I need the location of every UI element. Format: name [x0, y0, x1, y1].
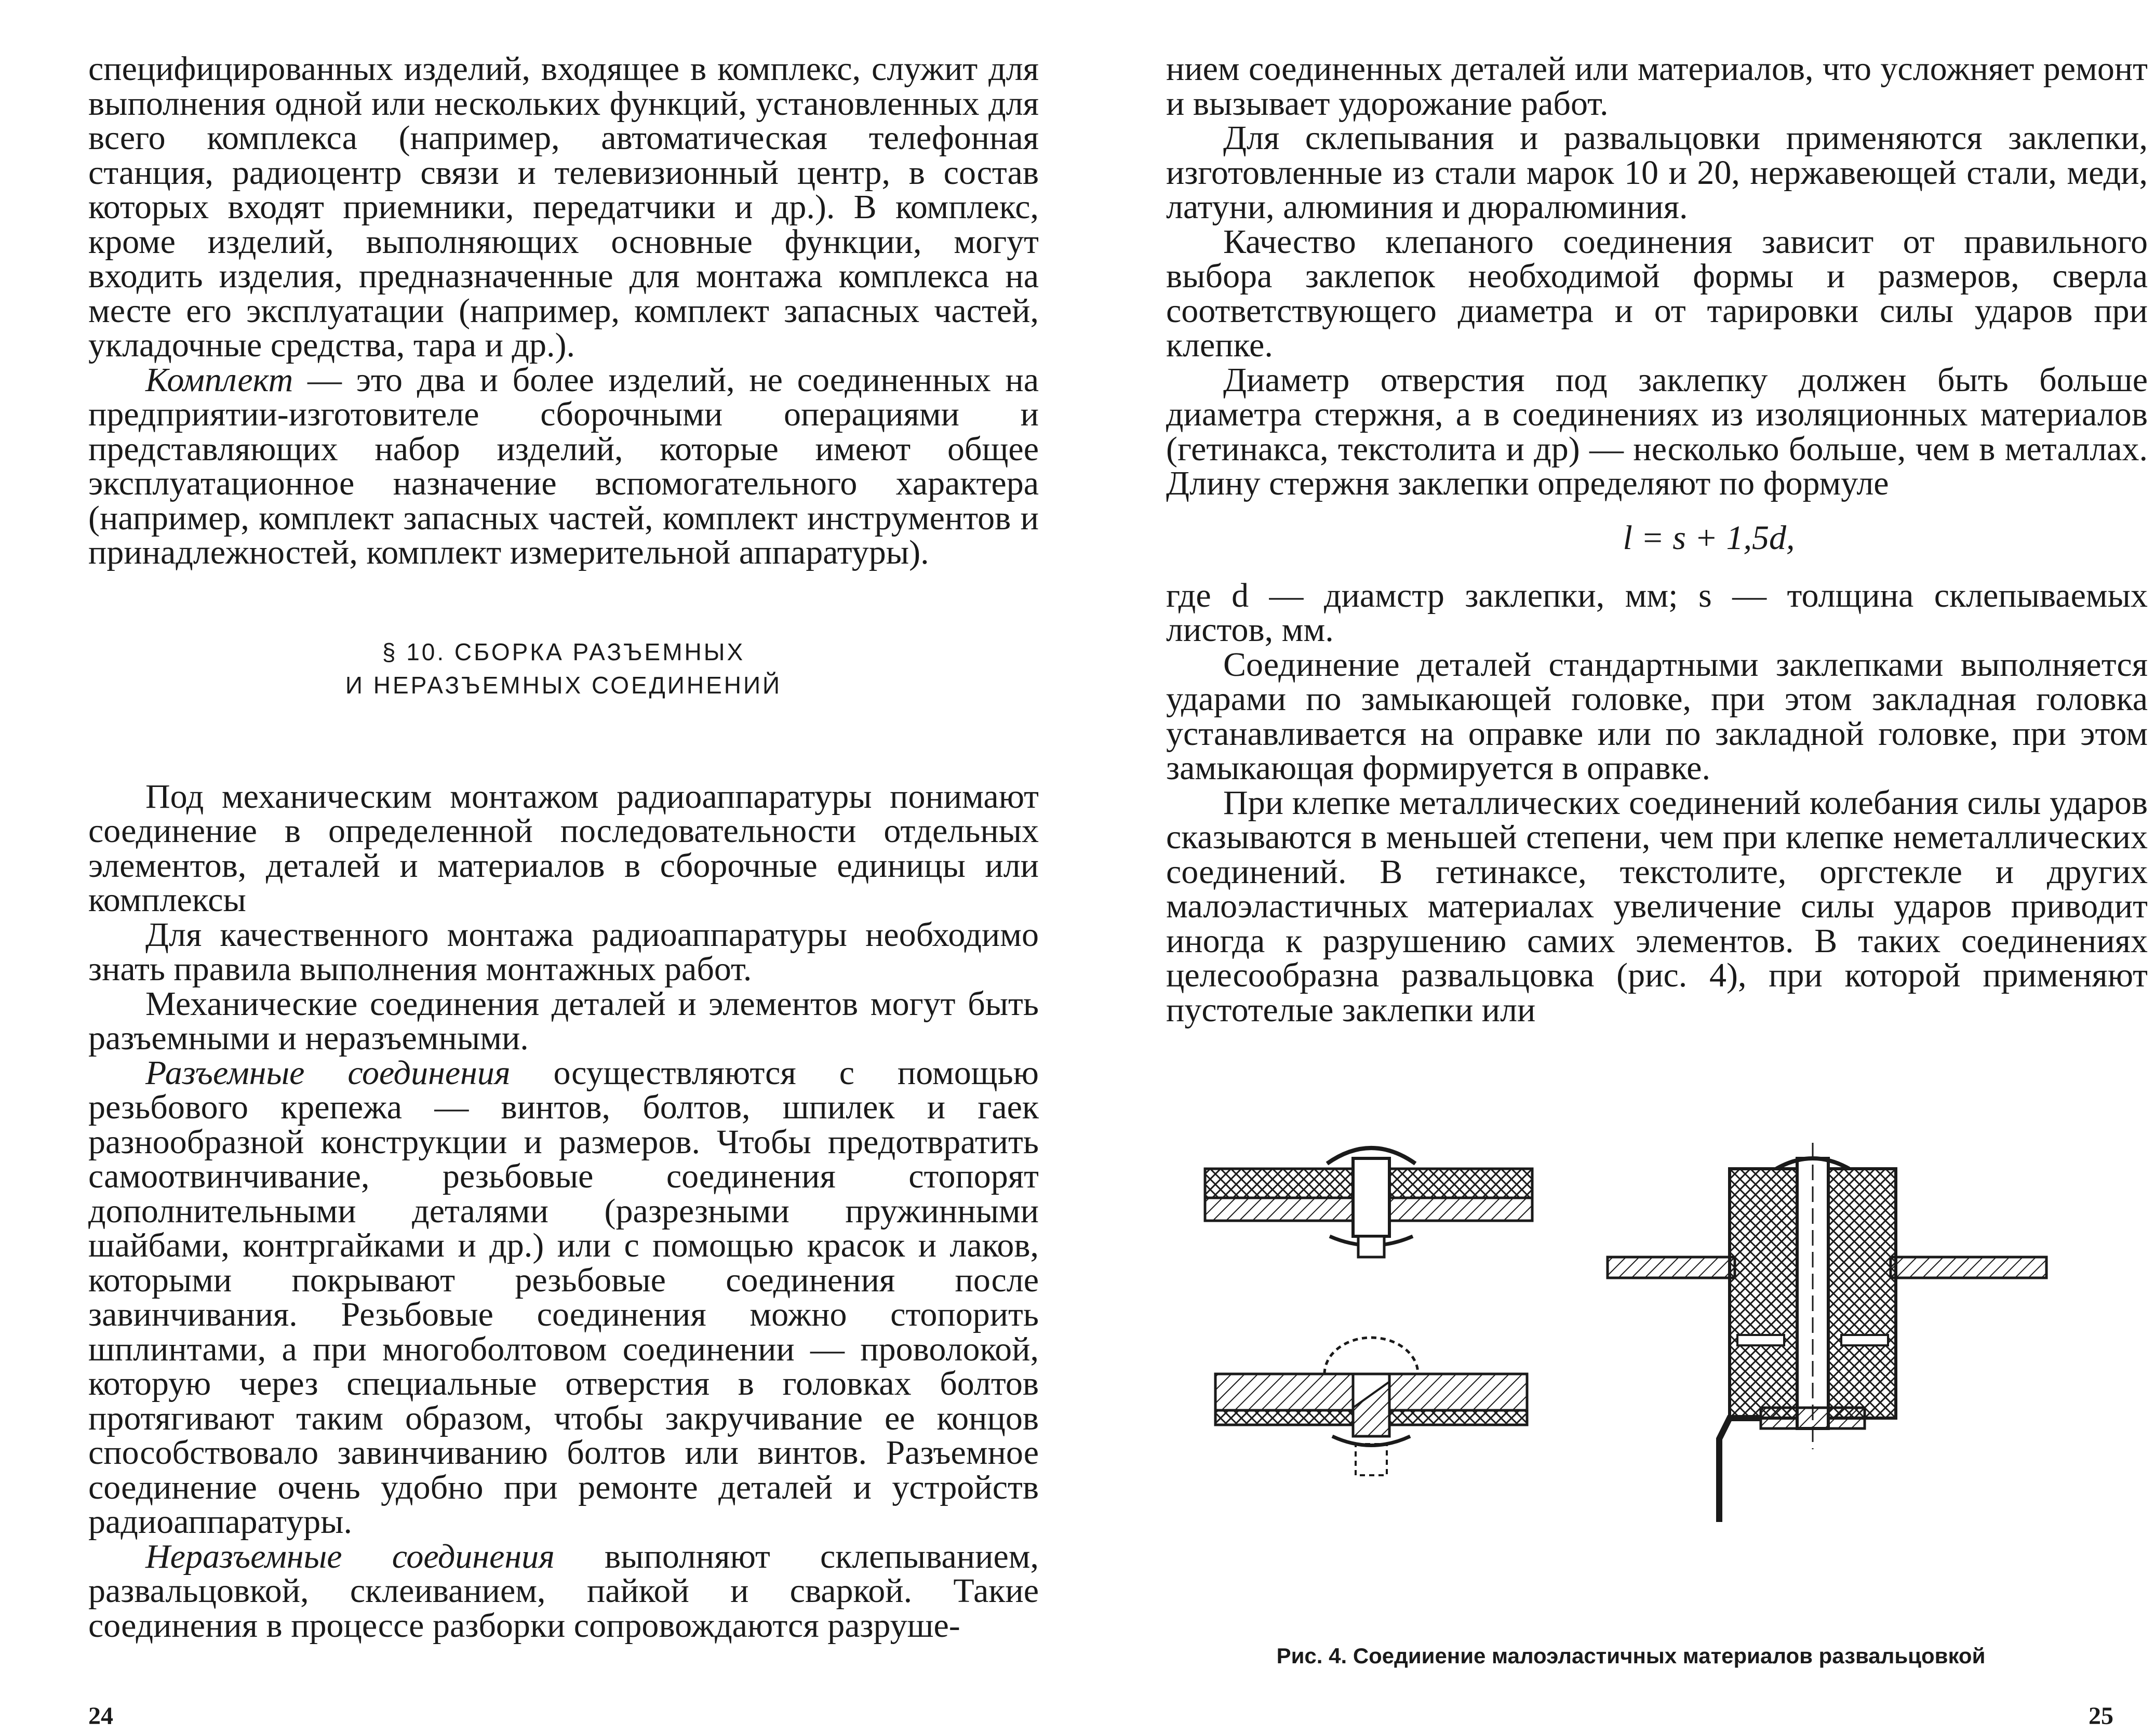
paragraph: Диаметр отверстия под заклепку должен быть больше диаметра стержня, а в соединениях из изоляционных материалов (гетинакса, текстолита и др) — несколько больше, чем в металлах. Длину стержня заклепки определяют по формуле: [1166, 360, 2148, 502]
term: Разъемные соединения: [145, 1053, 511, 1092]
heading-line: И НЕРАЗЪЕМНЫХ СОЕДИНЕНИЙ: [345, 671, 782, 699]
paragraph: где d — диамстр заклепки, мм; s — толщина склепываемых листов, мм.: [1166, 576, 2148, 649]
heading-line: § 10. СБОРКА РАЗЪЕМНЫХ: [382, 638, 745, 665]
paragraph: Для склепывания и развальцовки применяются заклепки, изготовленные из стали марок 10 и 20, нержавеющей стали, меди, латуни, алюминия и дюралюминия.: [1166, 119, 2148, 226]
term: Комплект: [145, 360, 293, 399]
paragraph-text: осуществляются с помощью резьбового крепежа — винтов, болтов, шпилек и гаек разнообразной конструкции и размеров. Чтобы предотвратить самоотвинчивание, резьбовые соединения стопорят дополнительными деталями (разрезными пружинными шайбами, контргайками и др.) или с помощью красок и лаков, которыми покрывают резьбовые соединения после завинчивания. Резьбовые соединения можно стопорить шплинтами, а при многоболтовом соединении — проволокой, которую через специальные отверстия в головках болтов протягивают таким образом, чтобы закручивание ее концов способствовало завинчиванию болтов или винтов. Разъемное соединение очень удобно при ремонте деталей и устройств радиоаппаратуры.: [88, 1053, 1039, 1541]
right-joint: [1608, 1143, 2046, 1522]
paragraph: Для качественного монтажа радиоаппаратуры необходимо знать правила выполнения монтажных работ.: [88, 915, 1039, 988]
term: Неразъемные соединения: [145, 1537, 555, 1575]
right-text-column: [1166, 52, 2148, 1027]
paragraph-text: — это два и более изделий, не соединенных на предприятии-изготовителе сборочными операциями и представляющих набор изделий, которые имеют общее эксплуатационное назначение вспомогательного характера (например, комплект запасных частей, комплект инструментов и принадлежностей, комплект измерительной аппаратуры).: [88, 360, 1039, 571]
left-text-column: [88, 52, 1039, 1643]
paragraph: Качество клепаного соединения зависит от правильного выбора заклепок необходимой формы и размеров, сверла соответствующего диаметра и от тарировки силы ударов при клепке.: [1166, 222, 2148, 364]
page-number: 25: [2089, 1702, 2113, 1730]
paragraph-text: выполняют склепыванием, развальцовкой, склеиванием, пайкой и сваркой. Такие соединения в процессе разборки сопровождаются разруше-: [88, 1537, 1039, 1645]
paragraph: [88, 360, 1039, 571]
paragraph: При клепке металлических соединений колебания силы ударов сказываются в меньшей степени, чем при клепке неметаллических соединений. В гетинаксе, текстолите, оргстекле и других малоэластичных материалах увеличение силы ударов приводит иногда к разрушению самих элементов. В таких соединениях целесообразна развальцовка (рис. 4), при которой применяют пустотелые заклепки или: [1166, 783, 2148, 1029]
paragraph: [88, 1537, 1039, 1645]
paragraph: Под механическим монтажом радиоаппаратуры понимают соединение в определенной последовательности отдельных элементов, деталей и материалов в сборочные единицы или комплексы: [88, 777, 1039, 919]
paragraph: Соединение деталей стандартными заклепками выполняется ударами по замыкающей головке, при этом закладная головка устанавливается на оправке или по закладной головке, при этом замыкающая формируется в оправке.: [1166, 645, 2148, 787]
paragraph: Механические соединения деталей и элементов могут быть разъемными и неразъемными.: [88, 984, 1039, 1057]
paragraph: нием соединенных деталей или материалов, что усложняет ремонт и вызывает удорожание работ.: [1166, 50, 2148, 123]
lower-left-joint: [1215, 1338, 1527, 1475]
section-heading: [88, 635, 1039, 702]
upper-left-joint: [1205, 1148, 1532, 1257]
rivet-figure: [1189, 1138, 2083, 1522]
page-number: 24: [88, 1702, 113, 1730]
formula: l = s + 1,5d,: [1623, 518, 1795, 557]
paragraph: специфицированных изделий, входящее в комплекс, служит для выполнения одной или нескольких функций, установленных для всего комплекса (например, автоматическая телефонная станция, радиоцентр связи и телевизионный центр, в состав которых входят приемники, передатчики и др.). В комплекс, кроме изделий, выполняющих основные функции, могут входить изделия, предназначенные для монтажа комплекса на месте его эксплуатации (например, комплект запасных частей, укладочные средства, тара и др.).: [88, 50, 1039, 364]
figure-caption: Рис. 4. Соедииение малоэластичных материалов развальцовкой: [1276, 1644, 1986, 1668]
paragraph: [88, 1053, 1039, 1541]
